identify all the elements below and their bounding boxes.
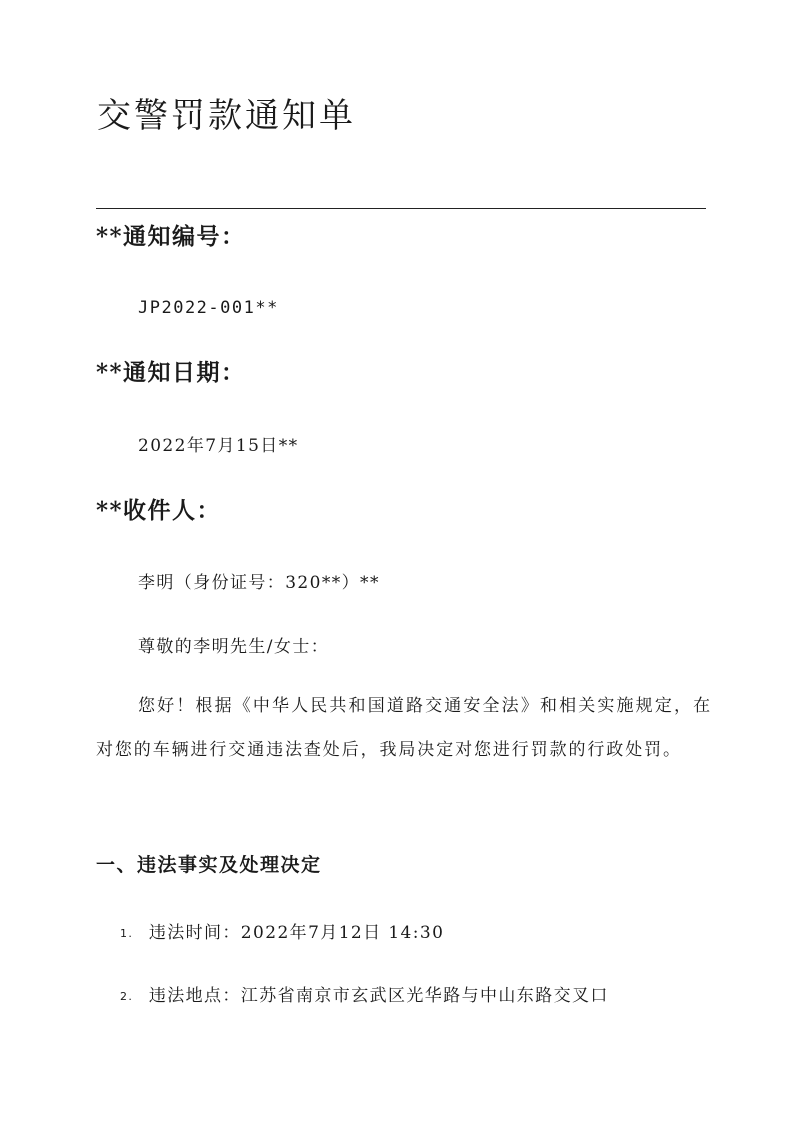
notice-date-heading: **通知日期： — [96, 359, 246, 386]
notice-number-value: JP2022-001** — [138, 298, 279, 318]
list-item-number: 1. — [120, 926, 134, 940]
document-title: 交警罚款通知单 — [97, 96, 356, 136]
salutation: 尊敬的李明先生/女士： — [138, 637, 330, 657]
notice-date-value: 2022年7月15日** — [138, 436, 299, 456]
body-paragraph: 您好！根据《中华人民共和国道路交通安全法》和相关实施规定，在对您的车辆进行交通违法查处后，我局决定对您进行罚款的行政处罚。 — [96, 696, 712, 760]
list-item — [120, 918, 444, 949]
section-heading: 一、违法事实及处理决定 — [96, 854, 322, 876]
title-divider — [96, 208, 706, 209]
list-item-number: 2. — [120, 989, 134, 1003]
recipient-heading: **收件人： — [96, 497, 222, 524]
recipient-value: 李明（身份证号：320**）** — [138, 573, 380, 593]
list-item-text: 违法地点：江苏省南京市玄武区光华路与中山东路交叉口 — [148, 986, 609, 1006]
notice-number-heading: **通知编号： — [96, 223, 246, 250]
list-item — [120, 981, 609, 1012]
list-item-text: 违法时间：2022年7月12日 14:30 — [148, 923, 445, 943]
